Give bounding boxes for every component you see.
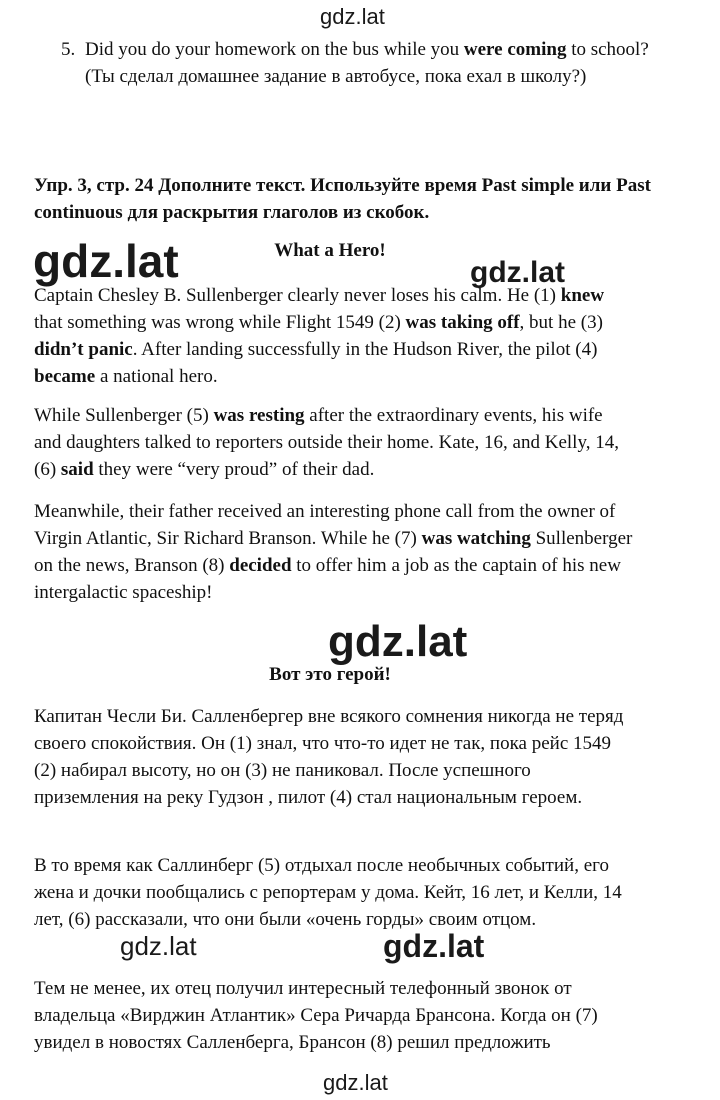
text-part: that something was wrong while Flight 1549 (2)	[34, 312, 406, 333]
text-part: to offer him a job as the captain of his new intergalactic spaceship!	[34, 555, 621, 603]
watermark: gdz.lat	[383, 928, 485, 964]
text-part: Captain Chesley B. Sullenberger clearly never loses his calm. He (1)	[34, 285, 561, 306]
text-part: after the extraordinary events, his wife and daughters talked to reporters outside their home. Kate, 16, and Kelly, 14, (6)	[34, 405, 619, 480]
item-answer: were coming	[463, 39, 567, 60]
answer: was watching	[421, 528, 531, 549]
task-heading: Упр. 3, стр. 24 Дополните текст. Используйте время Past simple или Past continuous для раскрытия глаголов из скобок.	[34, 175, 651, 223]
english-paragraph-3	[34, 498, 634, 606]
russian-title: Вот это герой!	[269, 664, 391, 685]
text-part: , but he (3)	[519, 312, 603, 333]
answer: knew	[560, 285, 605, 306]
item-text-part: Did you do your homework on the bus while you	[85, 39, 464, 60]
item-number: 5.	[61, 39, 76, 60]
item-text	[85, 36, 661, 90]
text-part: . After landing successfully in the Hudson River, the pilot (4)	[132, 339, 598, 360]
text-part: While Sullenberger (5)	[34, 405, 214, 426]
text-part: Sullenberger on the news, Branson (8)	[34, 528, 633, 576]
watermark: gdz.lat	[323, 1070, 388, 1095]
russian-paragraph-3: Тем не менее, их отец получил интересный телефонный звонок от владельца «Вирджин Атлантик» Сера Ричарда Брансона. Когда он (7) увидел в новостях Салленберга, Брансон (8) решил предложить	[34, 978, 598, 1053]
text-part: a national hero.	[95, 366, 218, 387]
answer: decided	[229, 555, 292, 576]
russian-paragraph-2: В то время как Саллинберг (5) отдыхал после необычных событий, его жена и дочки пообщались с репортерам у дома. Кейт, 16 лет, и Келли, 14 лет, (6) рассказали, что они были «очень горды» своим отцом.	[34, 855, 622, 930]
answer: was taking off	[405, 312, 520, 333]
answer: didn’t panic	[34, 339, 133, 360]
text-part: Meanwhile, their father received an interesting phone call from the owner of Virgin Atlantic, Sir Richard Branson. While he (7)	[34, 501, 616, 549]
answer: became	[34, 366, 96, 387]
watermark: gdz.lat	[120, 931, 197, 961]
russian-paragraph-1: Капитан Чесли Би. Салленбергер вне всякого сомнения никогда не теряд своего спокойствия. Он (1) знал, что что-то идет не так, пока рейс 1549 (2) набирал высоту, но он (3) не паниковал. После успешного приземления на реку Гудзон , пилот (4) стал национальным героем.	[34, 706, 624, 808]
english-title: What a Hero!	[274, 240, 386, 261]
watermark: gdz.lat	[470, 256, 565, 289]
watermark: gdz.lat	[33, 235, 179, 287]
watermark: gdz.lat	[320, 4, 385, 29]
item-text-part: to school? (Ты сделал домашнее задание в автобусе, пока ехал в школу?)	[85, 39, 649, 87]
english-paragraph-1	[34, 282, 634, 390]
answer: said	[60, 459, 94, 480]
english-paragraph-2	[34, 402, 634, 483]
text-part: they were “very proud” of their dad.	[93, 459, 375, 480]
answer: was resting	[213, 405, 305, 426]
exercise-item-5	[61, 36, 661, 90]
watermark: gdz.lat	[328, 617, 468, 666]
